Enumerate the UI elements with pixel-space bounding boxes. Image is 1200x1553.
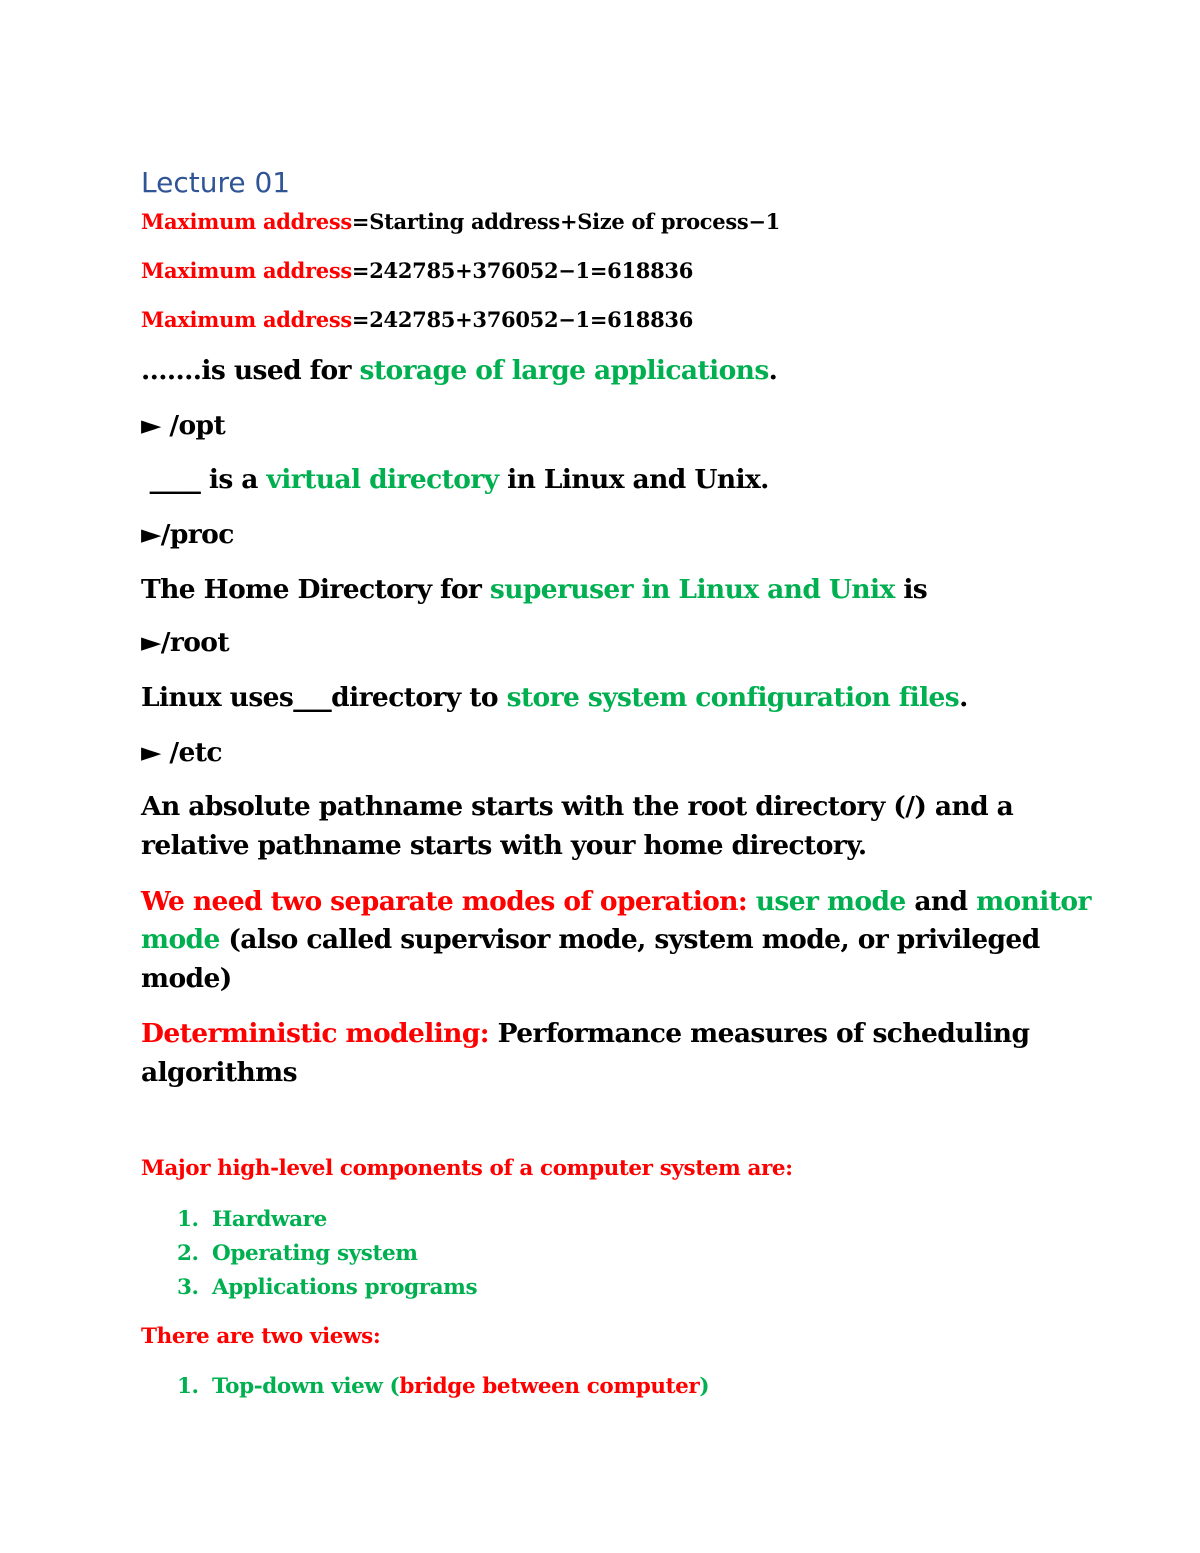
answer-opt: ► /opt	[141, 410, 226, 441]
views-title: There are two views:	[141, 1324, 381, 1349]
pathname-line-2: relative pathname starts with your home directory.	[141, 830, 867, 861]
question-highlight: store system configuration files	[506, 682, 960, 713]
question-text: in Linux and Unix.	[498, 464, 769, 495]
formula-text: =242785+376052−1=618836	[351, 258, 694, 283]
question-etc	[141, 682, 968, 713]
formula-line-3	[141, 307, 693, 332]
question-text: …….is used for	[141, 355, 360, 386]
list-item-applications: Applications programs	[212, 1275, 478, 1300]
formula-text: =Starting address+Size of process−1	[351, 209, 780, 234]
pathname-line-1: An absolute pathname starts with the root directory (/) and a	[141, 791, 1014, 822]
question-proc	[141, 464, 769, 495]
modes-line-1	[141, 886, 1091, 917]
modes-line-2	[141, 924, 1040, 955]
modes-mode: mode	[141, 924, 220, 955]
modes-rest: (also called supervisor mode, system mode, or privileged	[219, 924, 1040, 955]
list-number: 1.	[177, 1374, 199, 1399]
formula-label: Maximum address	[141, 209, 352, 234]
list-item-hardware: Hardware	[212, 1207, 327, 1232]
question-text: is	[894, 574, 928, 605]
deterministic-rest: Performance measures of scheduling	[488, 1018, 1030, 1049]
components-title: Major high-level components of a computer system are:	[141, 1156, 793, 1181]
question-root	[141, 574, 927, 605]
view-description: bridge between computer	[399, 1374, 700, 1399]
modes-monitor: monitor	[976, 886, 1091, 917]
question-highlight: superuser in Linux and Unix	[489, 574, 895, 605]
question-text: The Home Directory for	[141, 574, 490, 605]
modes-line-3: mode)	[141, 963, 232, 994]
formula-label: Maximum address	[141, 258, 352, 283]
question-text: Linux uses___directory to	[141, 682, 507, 713]
view-close: )	[699, 1374, 710, 1399]
modes-and: and	[905, 886, 977, 917]
lecture-heading: Lecture 01	[141, 166, 291, 199]
list-item-top-down-view	[212, 1374, 709, 1399]
deterministic-line-2: algorithms	[141, 1057, 297, 1088]
formula-line-2	[141, 258, 693, 283]
question-highlight: storage of large applications	[359, 355, 769, 386]
answer-etc: ► /etc	[141, 737, 222, 768]
question-text: .	[959, 682, 968, 713]
question-highlight: virtual directory	[266, 464, 499, 495]
answer-proc: ►/proc	[141, 519, 234, 550]
list-number: 1.	[177, 1207, 199, 1232]
formula-text: =242785+376052−1=618836	[351, 307, 694, 332]
list-item-operating-system: Operating system	[212, 1241, 418, 1266]
deterministic-label: Deterministic modeling:	[141, 1018, 489, 1049]
formula-line-1	[141, 209, 780, 234]
question-text: .	[768, 355, 778, 386]
modes-user-mode: user mode	[755, 886, 906, 917]
answer-root: ►/root	[141, 627, 230, 658]
question-opt	[141, 355, 777, 386]
question-text: ____ is a	[141, 464, 267, 495]
view-label: Top-down view (	[212, 1374, 400, 1399]
modes-red-text: We need two separate modes of operation:	[141, 886, 756, 917]
deterministic-line-1	[141, 1018, 1029, 1049]
formula-label: Maximum address	[141, 307, 352, 332]
list-number: 2.	[177, 1241, 199, 1266]
list-number: 3.	[177, 1275, 199, 1300]
